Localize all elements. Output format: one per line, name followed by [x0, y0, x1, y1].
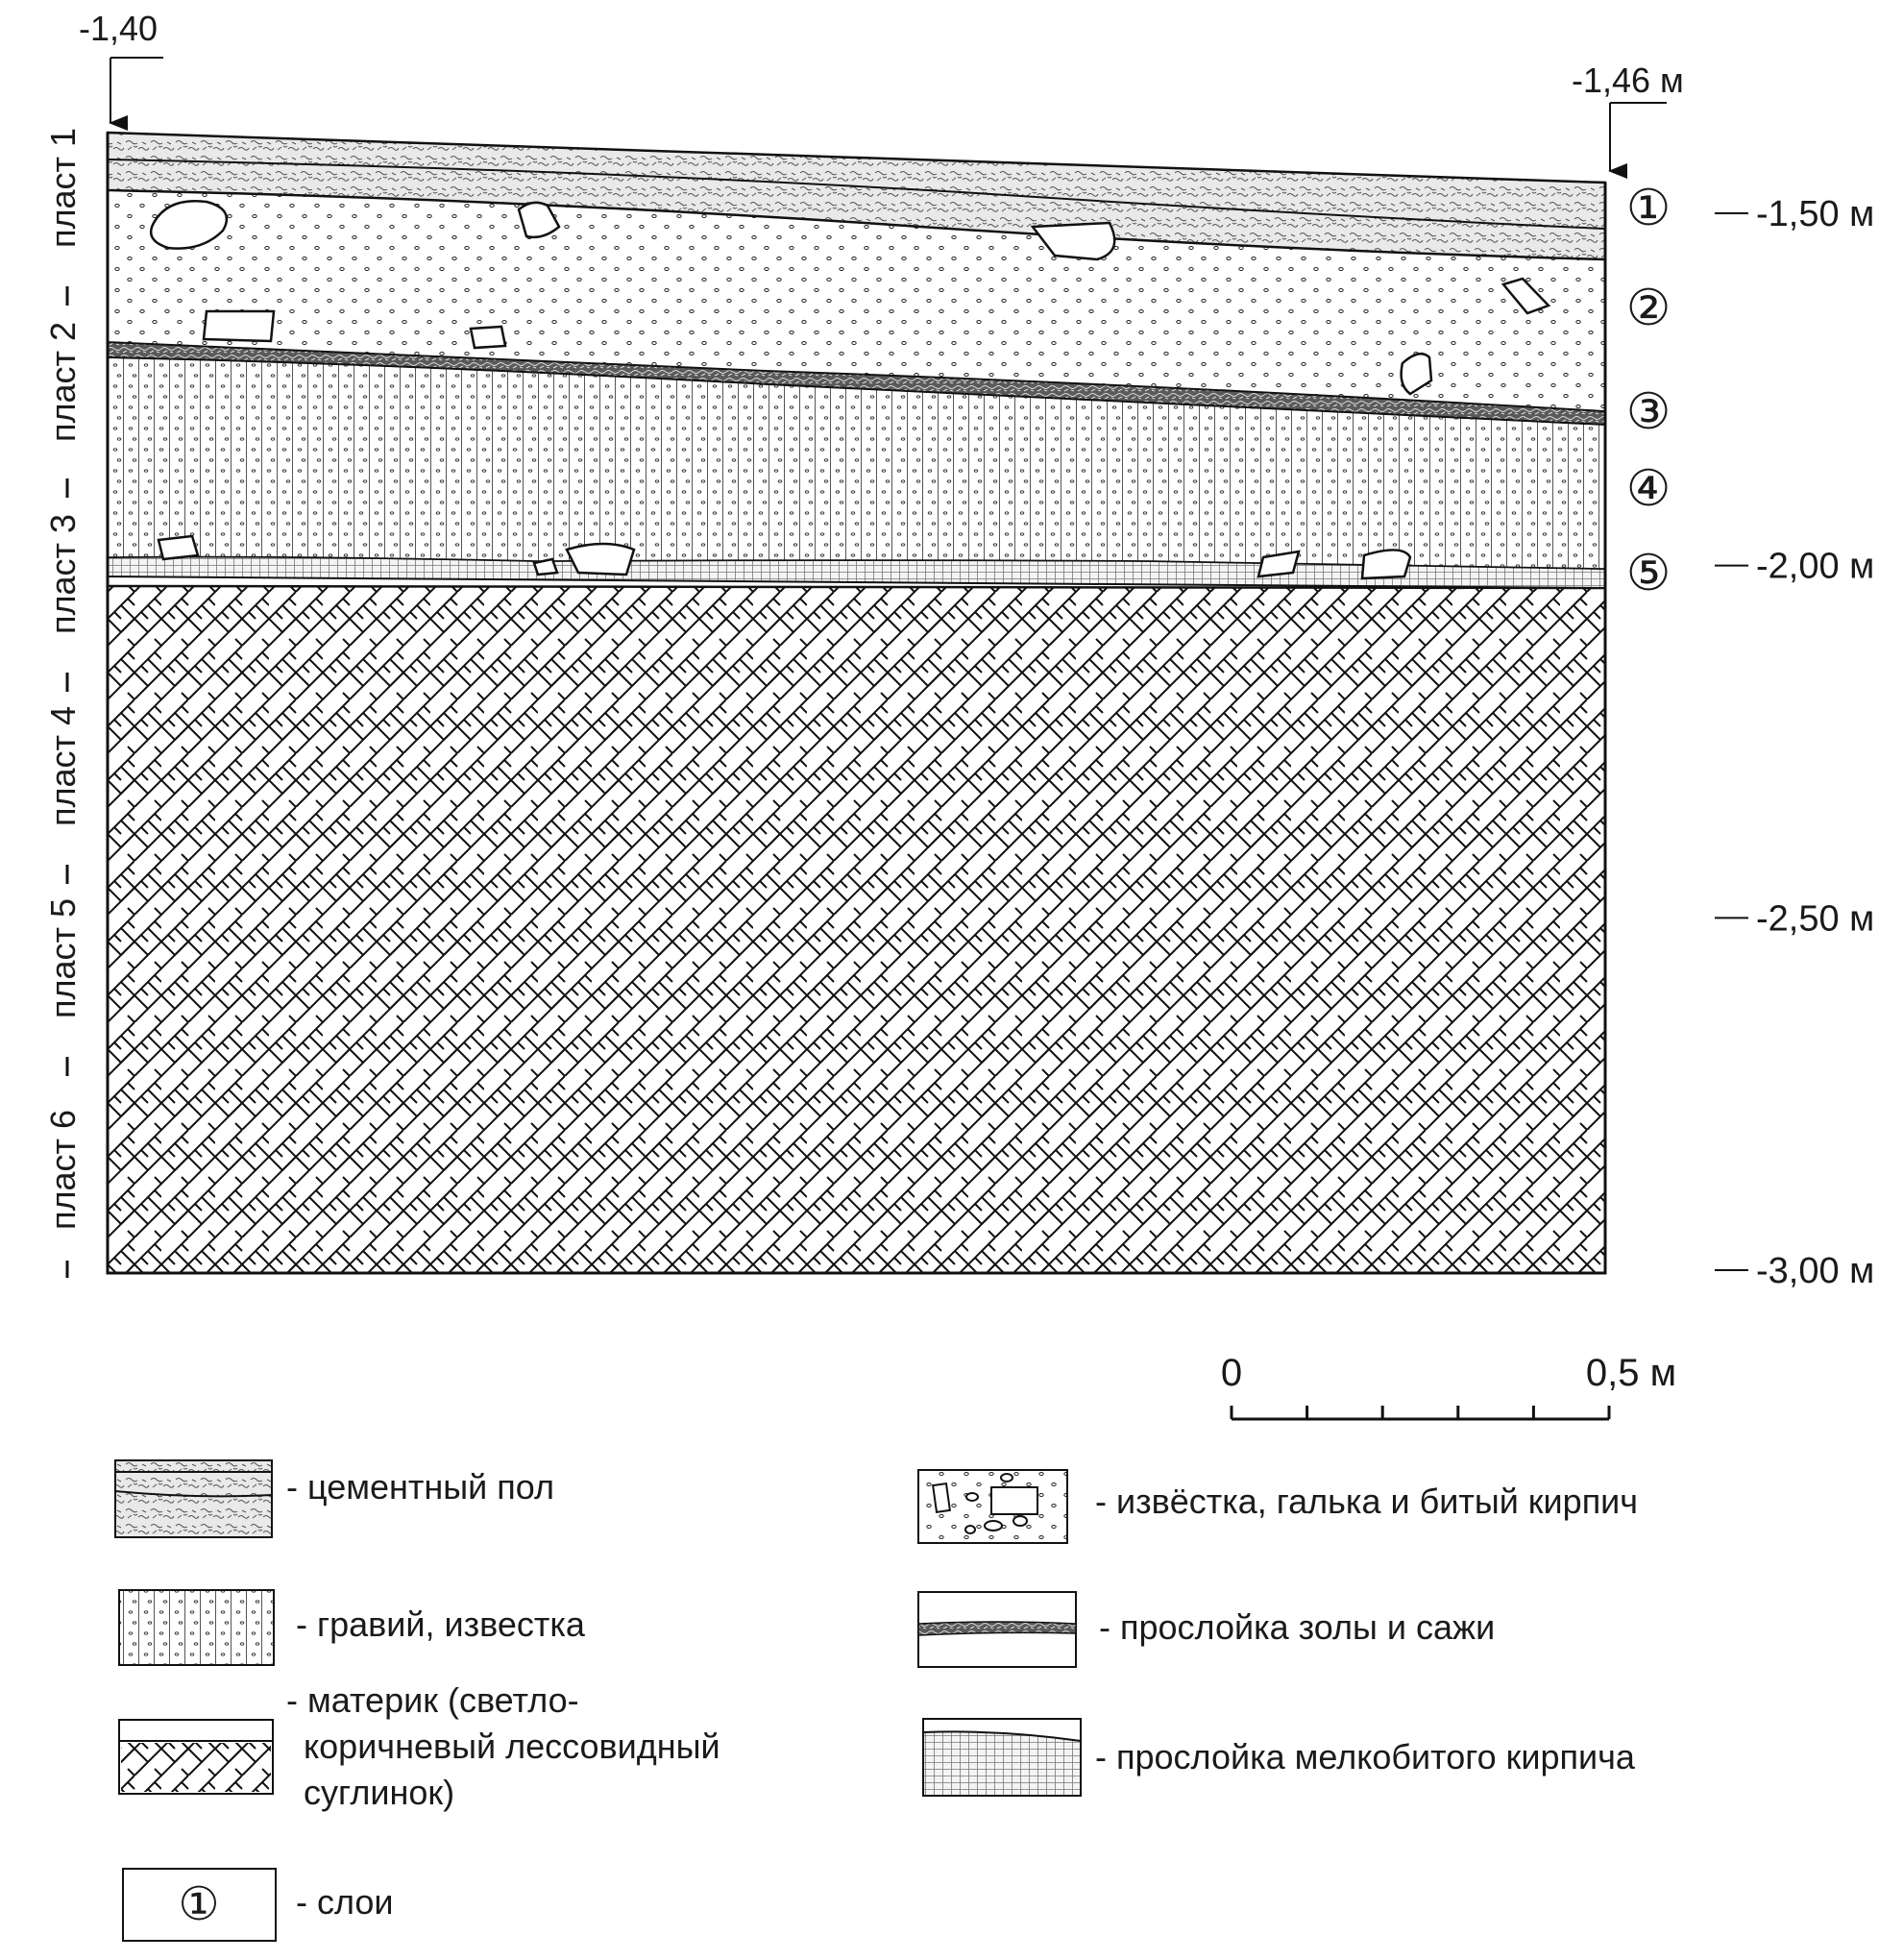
elevation-top-left: -1,40	[79, 9, 159, 48]
plast-2-label: пласт 2	[43, 321, 83, 442]
scale-bar-end-label: 0,5 м	[1585, 1352, 1677, 1394]
legend-cement-floor-text: - цементный пол	[286, 1467, 554, 1507]
brick	[204, 311, 274, 341]
legend-gravel-lime-text: - гравий, известка	[296, 1605, 585, 1644]
stone	[1362, 550, 1410, 578]
legend-small-brick-text: - прослойка мелкобитого кирпича	[1095, 1737, 1635, 1776]
plast-labels	[43, 128, 83, 1278]
legend-item-layers	[123, 1869, 394, 1941]
plast-1-label: пласт 1	[43, 127, 83, 248]
scale-bar-start-label: 0	[1220, 1352, 1243, 1394]
layer-number-4: ④	[1625, 461, 1671, 517]
legend-ash-soot-text: - прослойка золы и сажи	[1099, 1607, 1496, 1647]
elevation-top-right: -1,46 м	[1572, 61, 1684, 100]
plast-4-label: пласт 4	[43, 705, 83, 826]
layer-number-2: ②	[1625, 281, 1671, 336]
legend-item-small-brick	[923, 1719, 1636, 1796]
legend-loam-line-3: суглинок)	[304, 1773, 455, 1812]
legend-loam-line-2: коричневый лессовидный	[304, 1727, 720, 1766]
layer-number-5: ⑤	[1625, 546, 1671, 601]
legend-layers-symbol: ①	[178, 1879, 220, 1930]
legend	[115, 1460, 1638, 1941]
layer-number-1: ①	[1625, 181, 1671, 236]
legend-loam-line-1: - материк (светло-	[286, 1680, 579, 1720]
depth-label: -3,00 м	[1756, 1251, 1875, 1291]
stone	[534, 559, 557, 575]
legend-item-ash-soot	[918, 1592, 1495, 1667]
legend-item-gravel-lime	[119, 1590, 586, 1665]
legend-item-lime-pebbles-brick	[918, 1470, 1638, 1543]
legend-lime-pebbles-brick-text: - извёстка, галька и битый кирпич	[1095, 1482, 1639, 1521]
layer-numbers	[1626, 181, 1671, 601]
stone	[567, 544, 634, 575]
stone	[159, 536, 198, 559]
layer-number-3: ③	[1625, 384, 1671, 440]
plast-3-label: пласт 3	[43, 513, 83, 634]
section-drawing	[108, 133, 1605, 1273]
layer-loam-materik	[108, 586, 1605, 1273]
depth-marks	[1715, 194, 1874, 1291]
legend-item-loam-materik	[119, 1680, 720, 1812]
legend-item-cement-floor	[115, 1460, 554, 1537]
depth-label: -1,50 м	[1756, 194, 1875, 234]
scale-bar-ticks	[1232, 1406, 1609, 1419]
depth-label: -2,00 м	[1756, 546, 1875, 587]
depth-label: -2,50 м	[1756, 898, 1875, 940]
plast-5-label: пласт 5	[43, 897, 83, 1018]
scale-bar	[1221, 1352, 1676, 1419]
plast-6-label: пласт 6	[43, 1109, 83, 1230]
stone	[471, 327, 505, 348]
legend-layers-text: - слои	[296, 1882, 394, 1922]
